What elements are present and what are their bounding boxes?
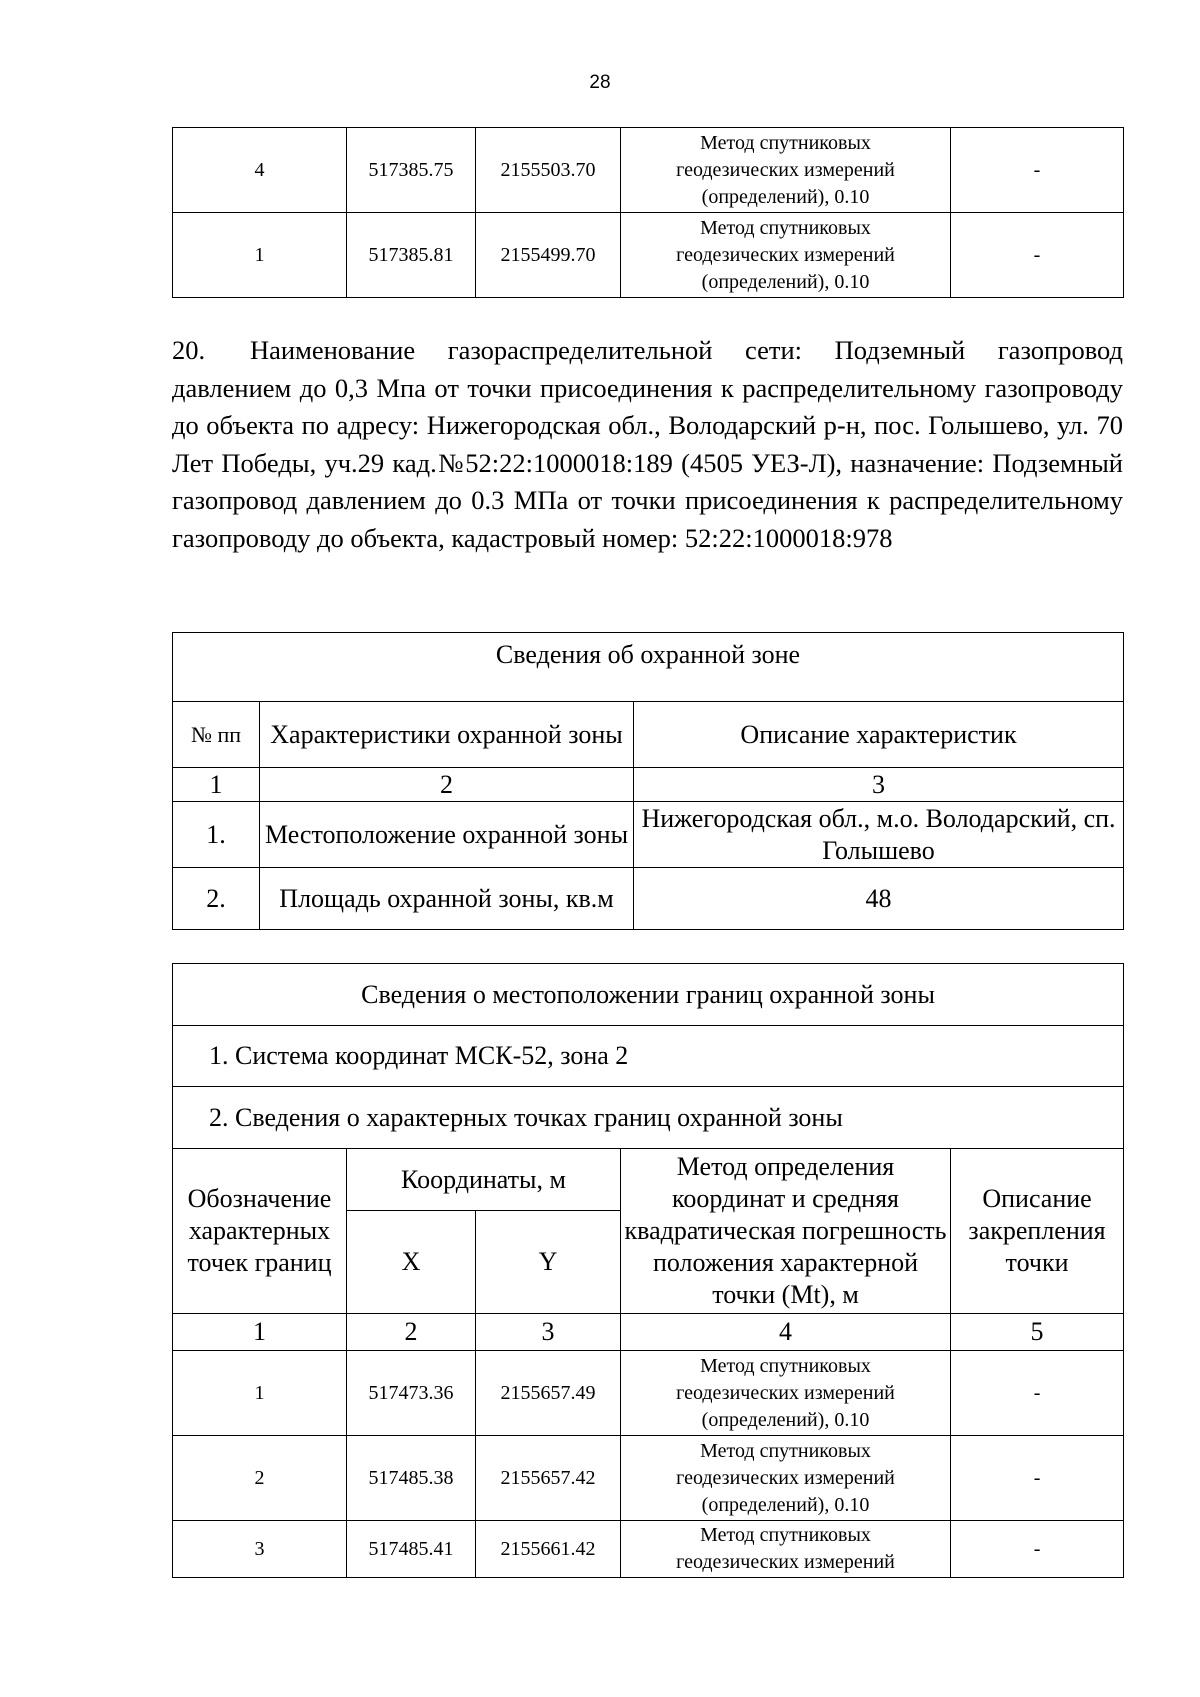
index-cell: 1 (173, 768, 260, 802)
header-method: Метод определения координат и средняя квадратическая погрешность положения характерной точки (Mt), м (621, 1149, 951, 1314)
method-line: геодезических измерений (676, 158, 895, 181)
header-fix: Описание закрепления точки (951, 1149, 1124, 1314)
method-line: Метод спутниковых (700, 216, 871, 239)
fix-description: - (951, 1351, 1124, 1436)
method-line: (определений), 0.10 (701, 270, 870, 293)
fix-description: - (951, 213, 1124, 298)
table-row (173, 768, 1124, 802)
point-number: 4 (173, 128, 347, 213)
header-num: № пп (173, 702, 260, 768)
table-row (173, 802, 1124, 868)
header-designation: Обозначение характерных точек границ (173, 1149, 347, 1314)
table-row (173, 1087, 1124, 1149)
method-cell (621, 1436, 951, 1521)
coord-x: 517485.41 (347, 1521, 476, 1578)
table-row (173, 213, 1124, 298)
index-cell: 1 (173, 1314, 347, 1351)
coordinate-system: 1. Система координат МСК-52, зона 2 (173, 1026, 1124, 1087)
method-line: геодезических измерений (676, 243, 895, 266)
table-row (173, 633, 1124, 702)
method-line: (определений), 0.10 (701, 1408, 870, 1431)
table-row (173, 1026, 1124, 1087)
index-cell: 2 (347, 1314, 476, 1351)
header-y: Y (476, 1211, 621, 1314)
point-number: 1 (173, 1351, 347, 1436)
coord-x: 517385.75 (347, 128, 476, 213)
index-cell: 4 (621, 1314, 951, 1351)
point-number: 2 (173, 1436, 347, 1521)
table-row (173, 868, 1124, 930)
coord-y: 2155657.42 (476, 1436, 621, 1521)
coord-x: 517473.36 (347, 1351, 476, 1436)
table-row (173, 1436, 1124, 1521)
header-characteristic: Характеристики охранной зоны (260, 702, 634, 768)
table-row (173, 1521, 1124, 1578)
protection-zone-table (172, 632, 1124, 930)
method-cell (621, 213, 951, 298)
method-line: Метод спутниковых (700, 1439, 871, 1462)
method-line: Метод спутниковых (700, 1524, 871, 1546)
point-number: 1 (173, 213, 347, 298)
row-num: 1. (173, 802, 260, 868)
table-row (173, 964, 1124, 1026)
continuation-table (172, 127, 1124, 298)
bound-table-title: Сведения о местоположении границ охранной зоны (173, 964, 1124, 1026)
table-row (173, 1149, 1124, 1211)
row-description: 48 (634, 868, 1124, 930)
paragraph-text: Наименование газораспределительной сети: Подземный газопровод давлением до 0,3 Мпа от точки присоединения к распределительному газопроводу до объекта по адресу: Нижегородская обл., Володарский р-н, пос. Голышево, ул. 70 Лет Победы, уч.29 кад.№52:22:1000018:189 (4505 УЕЗ-Л), назначение: Подземный газопровод давлением до 0.3 МПа от точки присоединения к распределительному газопроводу до объекта, кадастровый номер: 52:22:1000018:978 (172, 335, 1123, 553)
row-characteristic: Местоположение охранной зоны (260, 802, 634, 868)
fix-description: - (951, 128, 1124, 213)
method-cell (621, 1521, 951, 1578)
fix-description: - (951, 1521, 1124, 1578)
network-description-paragraph (172, 332, 1123, 557)
method-cell (621, 1351, 951, 1436)
method-line: (определений), 0.10 (701, 1493, 870, 1516)
method-line: геодезических измерений (676, 1551, 895, 1573)
method-line: геодезических измерений (676, 1466, 895, 1489)
method-line: Метод спутниковых (700, 131, 871, 154)
coord-x: 517485.38 (347, 1436, 476, 1521)
row-num: 2. (173, 868, 260, 930)
index-cell: 3 (476, 1314, 621, 1351)
index-cell: 2 (260, 768, 634, 802)
header-x: X (347, 1211, 476, 1314)
coord-y: 2155499.70 (476, 213, 621, 298)
method-cell (621, 128, 951, 213)
coord-y: 2155657.49 (476, 1351, 621, 1436)
boundary-points-table (172, 963, 1124, 1578)
points-title: 2. Сведения о характерных точках границ охранной зоны (173, 1087, 1124, 1149)
point-number: 3 (173, 1521, 347, 1578)
table-row (173, 1351, 1124, 1436)
table-row (173, 702, 1124, 768)
method-line: (определений), 0.10 (701, 185, 870, 208)
paragraph-number: 20. (172, 335, 206, 365)
index-cell: 3 (634, 768, 1124, 802)
page-number: 28 (589, 72, 611, 93)
row-characteristic: Площадь охранной зоны, кв.м (260, 868, 634, 930)
index-cell: 5 (951, 1314, 1124, 1351)
zone-table-title: Сведения об охранной зоне (173, 633, 1124, 702)
coord-y: 2155503.70 (476, 128, 621, 213)
method-line: Метод спутниковых (700, 1354, 871, 1377)
method-line: геодезических измерений (676, 1381, 895, 1404)
coord-y: 2155661.42 (476, 1521, 621, 1578)
header-description: Описание характеристик (634, 702, 1124, 768)
row-description: Нижегородская обл., м.о. Володарский, сп. Голышево (634, 802, 1124, 868)
header-coordinates: Координаты, м (347, 1149, 621, 1211)
table-row (173, 1314, 1124, 1351)
table-row (173, 128, 1124, 213)
coord-x: 517385.81 (347, 213, 476, 298)
fix-description: - (951, 1436, 1124, 1521)
